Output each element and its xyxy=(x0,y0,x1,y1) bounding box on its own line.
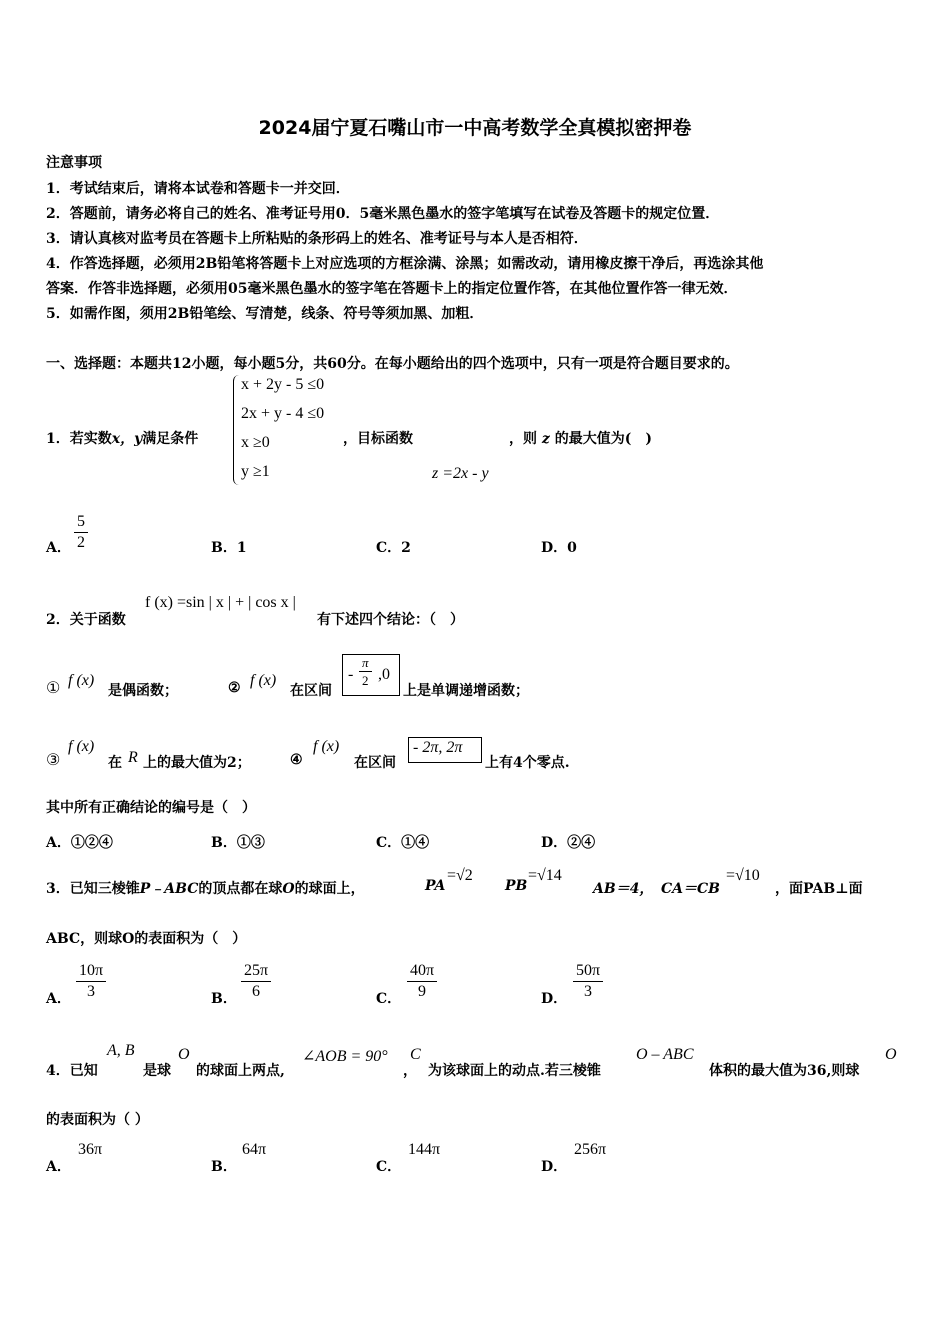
q2-c3-R: R xyxy=(128,749,138,766)
q4-option-a[interactable]: A． xyxy=(46,1159,71,1175)
q4-AB: A, B xyxy=(107,1042,135,1059)
q2-c4-text: 上有4个零点. xyxy=(485,755,570,771)
q1-option-a[interactable]: A． xyxy=(46,540,71,556)
q1-objective: z =2x - y xyxy=(432,465,489,482)
q1-stem: 1．若实数x，y满足条件 xyxy=(46,431,199,447)
q1-option-b[interactable]: B．1 xyxy=(211,540,247,556)
q2-c1-f: f (x) xyxy=(68,672,95,689)
q1-brace xyxy=(233,375,240,485)
q2-suffix: 有下述四个结论：（ ） xyxy=(317,612,464,628)
q4-a: 4．已知 xyxy=(46,1063,98,1079)
q2-c2-f: f (x) xyxy=(250,672,277,689)
q4-angle: ∠AOB = 90° xyxy=(302,1048,388,1065)
notice-item-1: 1．考试结束后，请将本试卷和答题卡一并交回． xyxy=(46,181,350,197)
q2-c3-f: f (x) xyxy=(68,738,95,755)
q3-line2: ABC，则球O的表面积为（ ） xyxy=(46,931,247,947)
q4-option-a-value: 36π xyxy=(78,1141,103,1158)
q3-PB-value: =√14 xyxy=(528,867,562,884)
q2-c3-text: 上的最大值为2； xyxy=(143,755,251,771)
q3-PB: PB xyxy=(505,878,528,894)
q3-option-a-fraction: $\frac{10\pi}{3}$ xyxy=(76,961,106,1002)
q4-d: ， xyxy=(403,1063,417,1079)
q2-option-b[interactable]: B．①③ xyxy=(211,835,265,851)
q4-O1: O xyxy=(178,1046,190,1063)
q4-O2: O xyxy=(885,1046,897,1063)
notice-item-2: 2．答题前，请务必将自己的姓名、准考证号用0．5毫米黑色墨水的签字笔填写在试卷及答题卡的规定位置． xyxy=(46,206,720,222)
q3-option-c-fraction: $\frac{40\pi}{9}$ xyxy=(407,961,437,1002)
q3-CA-value: =√10 xyxy=(726,867,760,884)
q1-constraint-3: x ≥0 xyxy=(241,434,270,451)
q4-b: 是球 xyxy=(143,1063,171,1079)
q1-ask: ，则 z 的最大值为( ) xyxy=(509,431,652,447)
q4-e: 为该球面上的动点.若三棱锥 xyxy=(428,1063,601,1079)
q4-line2: 的表面积为（ ） xyxy=(46,1112,149,1128)
q3-option-c[interactable]: C． xyxy=(376,991,402,1007)
q2-c2-mark: ② xyxy=(228,680,241,696)
q3-CA: CA＝CB xyxy=(661,881,720,897)
q4-c: 的球面上两点, xyxy=(196,1063,285,1079)
notice-item-4-cont: 答案．作答非选择题，必须用05毫米黑色墨水的签字笔在答题卡上的指定位置作答，在其他位置作答一律无效． xyxy=(46,281,738,297)
q2-option-c[interactable]: C．①④ xyxy=(376,835,430,851)
q1-option-d[interactable]: D．0 xyxy=(541,540,577,556)
q1-constraint-4: y ≥1 xyxy=(241,463,270,480)
q4-option-b[interactable]: B． xyxy=(211,1159,237,1175)
q2-c1-mark: ① xyxy=(46,680,61,697)
q2-c2-interval-fraction: $\frac{\pi}{2}$ xyxy=(359,654,372,689)
q2-c2-interval-right: ,0 xyxy=(378,666,390,683)
q3-option-b[interactable]: B． xyxy=(211,991,237,1007)
q2-c4-mark: ④ xyxy=(290,752,303,768)
q4-C: C xyxy=(410,1046,421,1063)
q4-f: 体积的最大值为36,则球 xyxy=(709,1063,860,1079)
q2-prefix: 2．关于函数 xyxy=(46,612,126,628)
q2-c4-interval: - 2π, 2π xyxy=(413,739,463,756)
q3-option-b-fraction: $\frac{25\pi}{6}$ xyxy=(241,961,271,1002)
q2-c3-mark: ③ xyxy=(46,752,61,769)
notice-item-5: 5．如需作图，须用2B铅笔绘、写清楚，线条、符号等须加黑、加粗． xyxy=(46,306,484,322)
q2-c2-text: 上是单调递增函数； xyxy=(403,683,529,699)
q4-option-d-value: 256π xyxy=(574,1141,607,1158)
q2-function: f (x) =sin | x | + | cos x | xyxy=(145,594,296,611)
section-heading: 一、选择题：本题共12小题，每小题5分，共60分。在每小题给出的四个选项中，只有一项是符合题目要求的。 xyxy=(46,356,739,372)
q4-option-c[interactable]: C． xyxy=(376,1159,402,1175)
q2-c4-pre: 在区间 xyxy=(354,755,396,771)
notice-heading: 注意事项 xyxy=(46,155,102,171)
q2-c3-pre: 在 xyxy=(108,755,122,771)
q3-option-d[interactable]: D． xyxy=(541,991,568,1007)
q3-PA: PA xyxy=(425,878,446,894)
q4-OABC: O – ABC xyxy=(636,1046,694,1063)
q4-option-b-value: 64π xyxy=(242,1141,267,1158)
page-title: 2024届宁夏石嘴山市一中高考数学全真模拟密押卷 xyxy=(258,117,692,139)
q2-option-a[interactable]: A．①②④ xyxy=(46,835,113,851)
q3-tail: ，面PAB⊥面 xyxy=(775,881,863,897)
q2-c2-interval-left: - xyxy=(348,666,354,683)
q2-option-d[interactable]: D．②④ xyxy=(541,835,596,851)
q1-constraint-2: 2x + y - 4 ≤0 xyxy=(241,405,325,422)
q2-c4-f: f (x) xyxy=(313,738,340,755)
q3-line1: 3．已知三棱锥P﹣ABC的顶点都在球O的球面上， xyxy=(46,881,365,897)
notice-item-4: 4．作答选择题，必须用2B铅笔将答题卡上对应选项的方框涂满、涂黑；如需改动，请用橡皮擦干净后，再选涂其他 xyxy=(46,256,764,272)
q3-option-a[interactable]: A． xyxy=(46,991,71,1007)
q2-ask: 其中所有正确结论的编号是（ ） xyxy=(46,800,256,816)
q1-option-c[interactable]: C．2 xyxy=(376,540,411,556)
q1-option-a-fraction: $\frac{5}{2}$ xyxy=(74,512,88,553)
notice-item-3: 3．请认真核对监考员在答题卡上所粘贴的条形码上的姓名、准考证号与本人是否相符． xyxy=(46,231,588,247)
q1-target-text: ，目标函数 xyxy=(343,431,413,447)
q2-c2-pre: 在区间 xyxy=(290,683,332,699)
q1-constraint-1: x + 2y - 5 ≤0 xyxy=(241,376,325,393)
q4-option-c-value: 144π xyxy=(408,1141,441,1158)
q4-option-d[interactable]: D． xyxy=(541,1159,568,1175)
q2-c1-text: 是偶函数； xyxy=(108,683,178,699)
q3-option-d-fraction: $\frac{50\pi}{3}$ xyxy=(573,961,603,1002)
q3-PA-value: =√2 xyxy=(447,867,473,884)
q3-AB: AB＝4， xyxy=(593,881,654,897)
